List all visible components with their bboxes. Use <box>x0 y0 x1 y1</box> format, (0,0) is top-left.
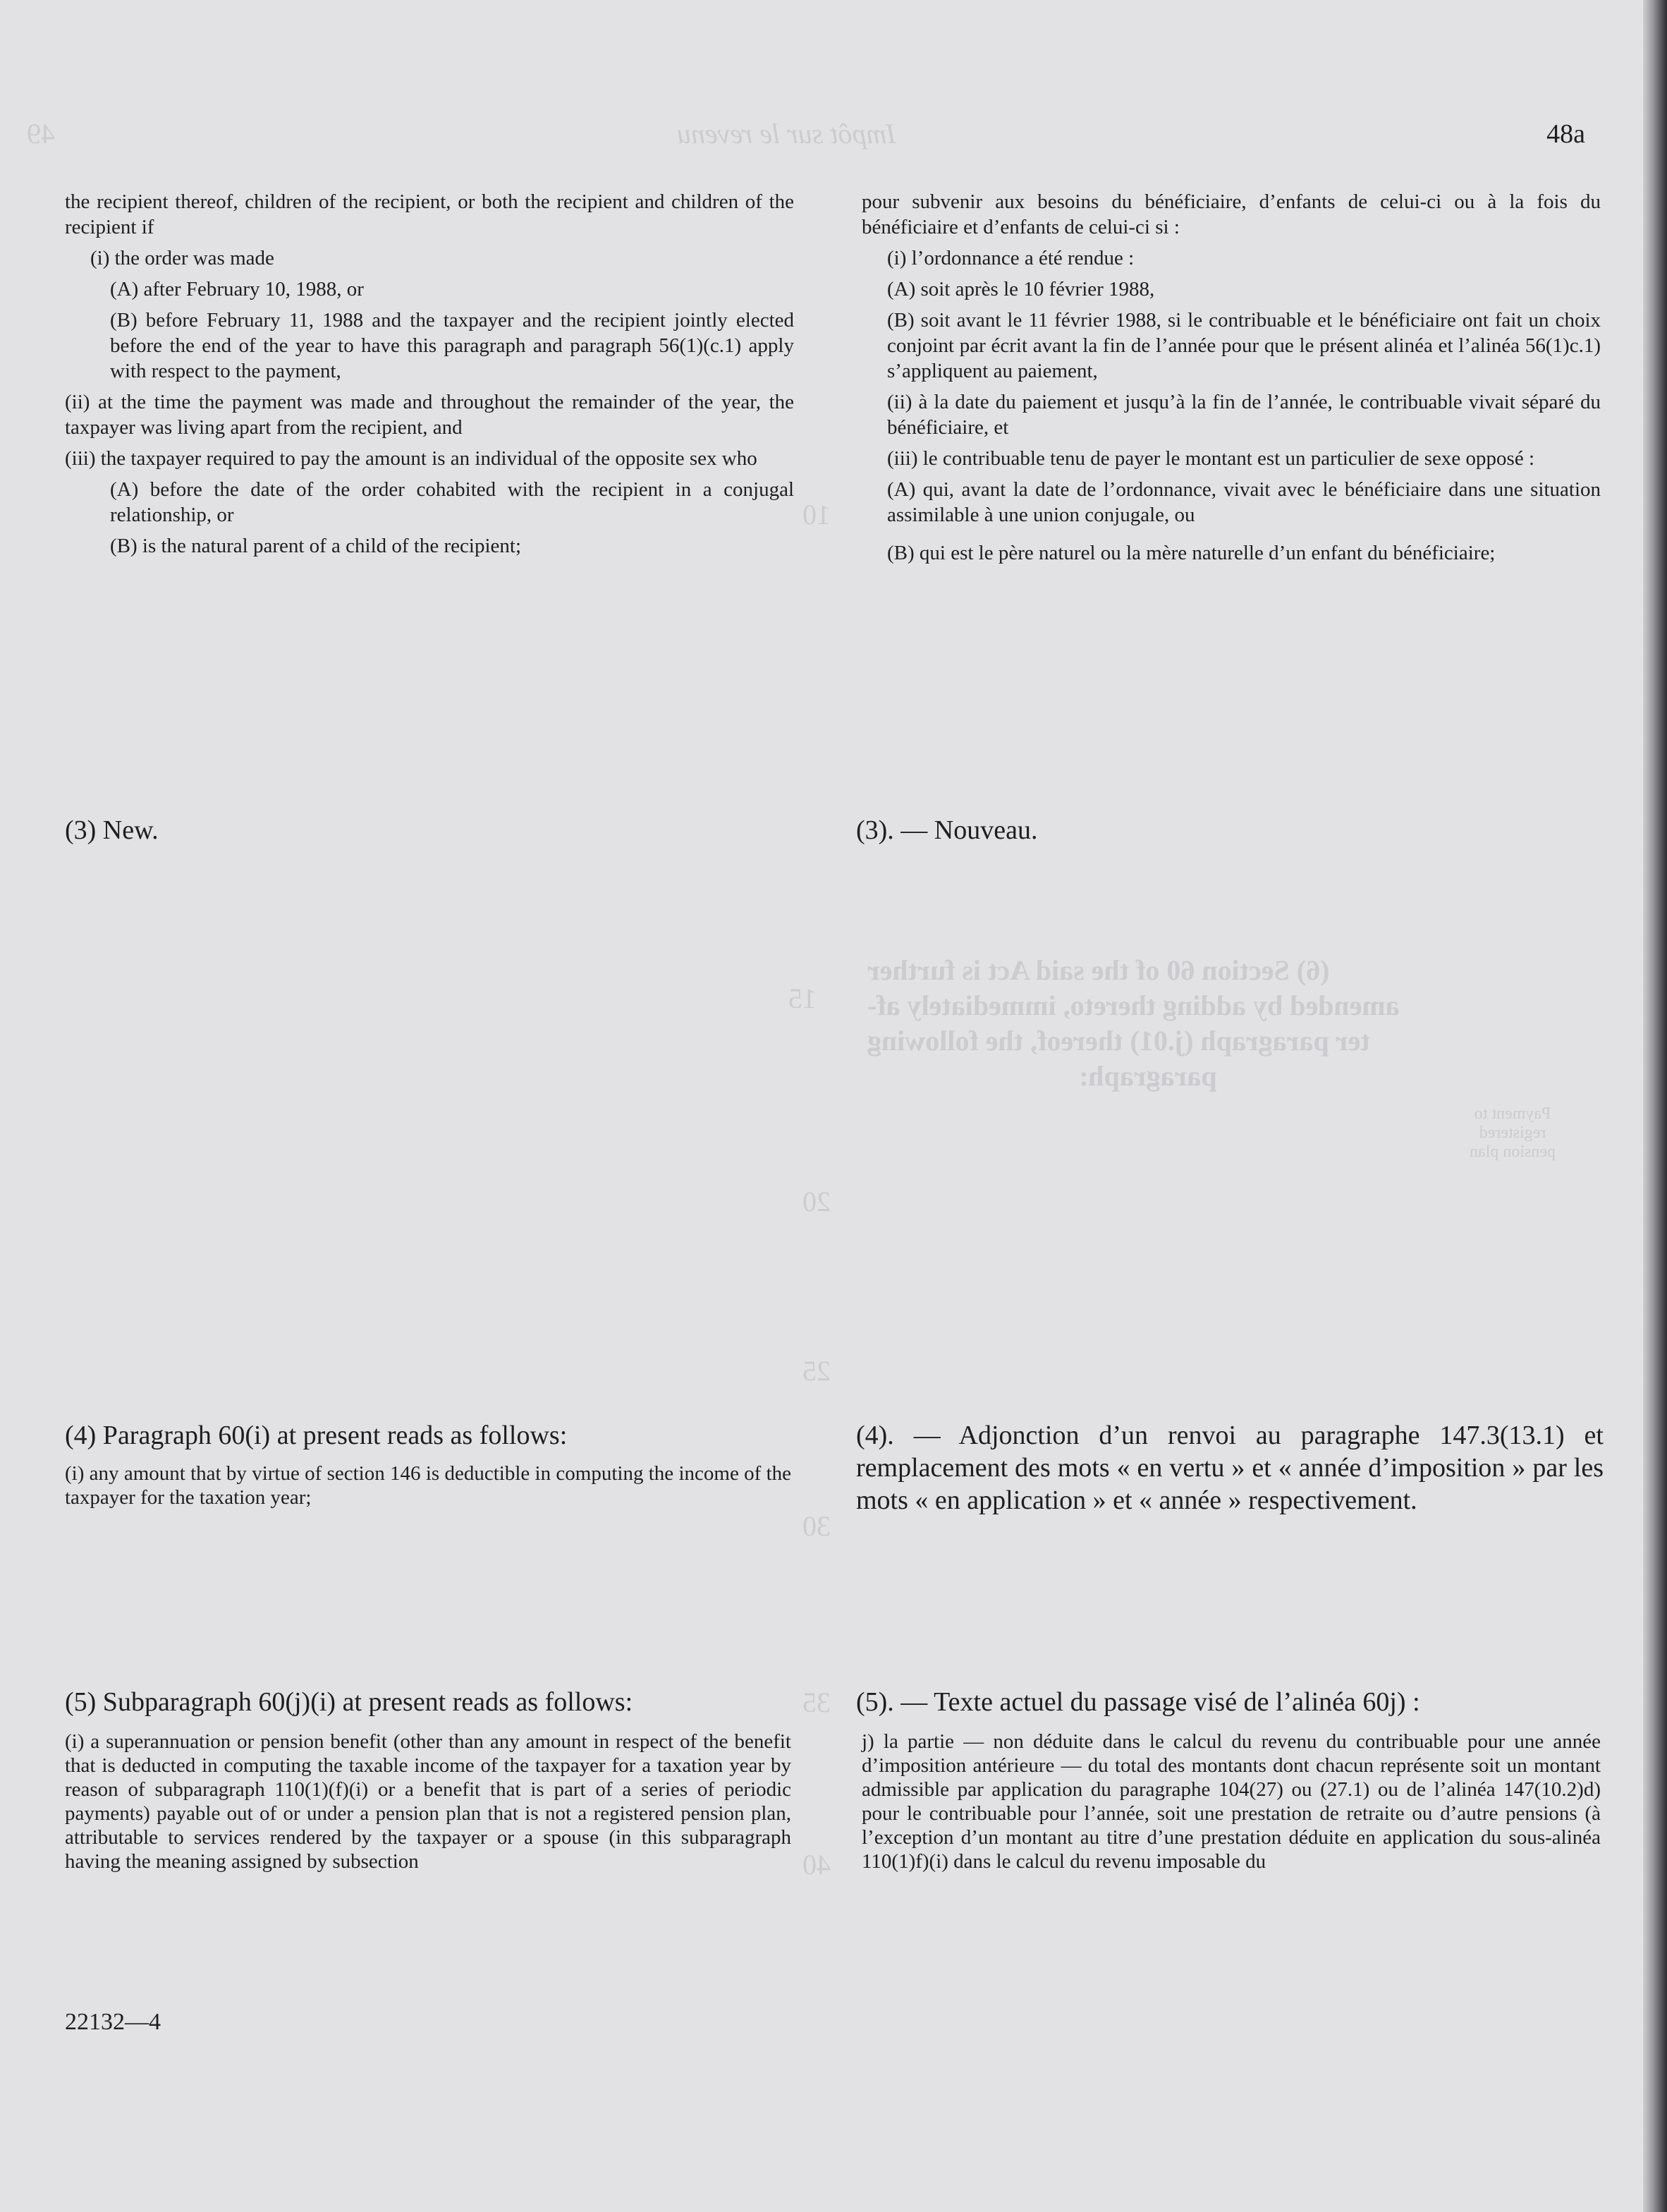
page-number: 48a <box>1546 119 1585 149</box>
clause-iii-fr: (iii) le contribuable tenu de payer le montant est un particulier de sexe opposé : <box>887 447 1535 470</box>
clause-i-B-fr: (B) soit avant le 11 février 1988, si le contribuable et le bénéficiaire ont fait un choix conjoint par écrit avant la fin de l’année pour que le présent alinéa et l’alinéa 56(1)c.1) s’appliquent au paiement, <box>887 309 1601 382</box>
page-edge-shadow <box>1643 0 1667 2212</box>
bleed-line-number: 30 <box>802 1510 831 1542</box>
clause-ii: (ii) at the time the payment was made and throughout the remainder of the year, the taxpayer was living apart from the recipient, and <box>65 391 794 439</box>
clause-ii-fr: (ii) à la date du paiement et jusqu’à la fin de l’année, le contribuable vivait séparé du bénéficiaire, et <box>887 391 1601 439</box>
bleed-bold-line: paragraph: <box>1079 1060 1217 1092</box>
bleed-line-number: 40 <box>802 1849 831 1880</box>
bleed-bold-line: amended by adding thereto, immediately af- <box>867 990 1400 1021</box>
bleed-bold-line: (6) Section 60 of the said Act is further <box>867 954 1330 986</box>
clause-iii-A-fr: (A) qui, avant la date de l’ordonnance, vivait avec le bénéficiaire dans une situation assimilable à une union conjugale, ou <box>887 478 1601 526</box>
french-column <box>862 189 1601 571</box>
bleed-margin-note: Payment to registered pension plan <box>1470 1105 1556 1161</box>
clause-iii-B-fr: (B) qui est le père naturel ou la mère naturelle d’un enfant du bénéficiaire; <box>887 542 1496 564</box>
section-5-text-fr: j) la partie — non déduite dans le calcul du revenu du contribuable pour une année d’imposition antérieure — du total des montants dont chacun représente soit un montant admissible par application du paragraphe 104(27) ou (27.1) ou de l’alinéa 147(10.2)d) pour le contribuable pour l’année, soit une prestation de retraite ou d’autre pensions (à l’exception d’un montant au titre d’une prestation déduite en application du sous-alinéa 110(1)f)(i) dans le calcul du revenu imposable du <box>862 1730 1601 1873</box>
bleed-page-number: 49 <box>27 118 55 150</box>
paragraph-intro: the recipient thereof, children of the recipient, or both the recipient and children of the recipient if <box>65 190 794 238</box>
paragraph-intro-fr: pour subvenir aux besoins du bénéficiaire, d’enfants de celui-ci ou à la fois du bénéficiaire et d’enfants de celui-ci si : <box>862 190 1601 238</box>
english-column <box>65 189 794 564</box>
section-4-heading-fr: (4). — Adjonction d’un renvoi au paragraphe 147.3(13.1) et remplacement des mots « en vertu » et « année d’imposition » par les mots « en application » et « année » respectivement. <box>856 1421 1604 1515</box>
section-4-heading: (4) Paragraph 60(i) at present reads as follows: <box>65 1421 568 1450</box>
clause-i: (i) the order was made <box>90 247 274 269</box>
clause-i-A-fr: (A) soit après le 10 février 1988, <box>887 278 1155 300</box>
clause-i-B: (B) before February 11, 1988 and the taxpayer and the recipient jointly elected before the end of the year to have this paragraph and paragraph 56(1)(c.1) apply with respect to the payment, <box>110 309 794 382</box>
bleed-line-number: 25 <box>802 1355 831 1387</box>
clause-iii: (iii) the taxpayer required to pay the amount is an individual of the opposite sex who <box>65 447 757 470</box>
bleed-running-head: Impôt sur le revenu <box>677 118 896 150</box>
section-3-heading-fr: (3). — Nouveau. <box>856 815 1038 845</box>
section-4-text: (i) any amount that by virtue of section 146 is deductible in computing the income of the taxpayer for the taxation year; <box>65 1462 791 1509</box>
footer-code: 22132—4 <box>65 2009 161 2035</box>
section-3-heading: (3) New. <box>65 815 159 845</box>
bleed-line-number: 20 <box>802 1186 831 1217</box>
clause-i-fr: (i) l’ordonnance a été rendue : <box>887 247 1135 269</box>
bleed-line-number: 15 <box>788 983 817 1014</box>
bleed-line-number: 10 <box>802 499 831 530</box>
clause-i-A: (A) after February 10, 1988, or <box>110 278 364 300</box>
clause-iii-A: (A) before the date of the order cohabited with the recipient in a conjugal relationship, or <box>110 478 794 526</box>
section-5-heading: (5) Subparagraph 60(j)(i) at present reads as follows: <box>65 1687 633 1717</box>
bleed-line-number: 35 <box>802 1687 831 1718</box>
section-5-text: (i) a superannuation or pension benefit (other than any amount in respect of the benefit that is deducted in computing the taxable income of the taxpayer for a taxation year by reason of subparagraph 110(1)(f)(i) or a benefit that is part of a series of periodic payments) payable out of or under a pension plan that is not a registered pension plan, attributable to services rendered by the taxpayer or a spouse (in this subparagraph having the meaning assigned by subsection <box>65 1730 791 1873</box>
bleed-bold-line: ter paragraph (j.01) thereof, the following <box>867 1025 1370 1057</box>
clause-iii-B: (B) is the natural parent of a child of the recipient; <box>110 535 522 557</box>
section-5-heading-fr: (5). — Texte actuel du passage visé de l’alinéa 60j) : <box>856 1687 1420 1717</box>
